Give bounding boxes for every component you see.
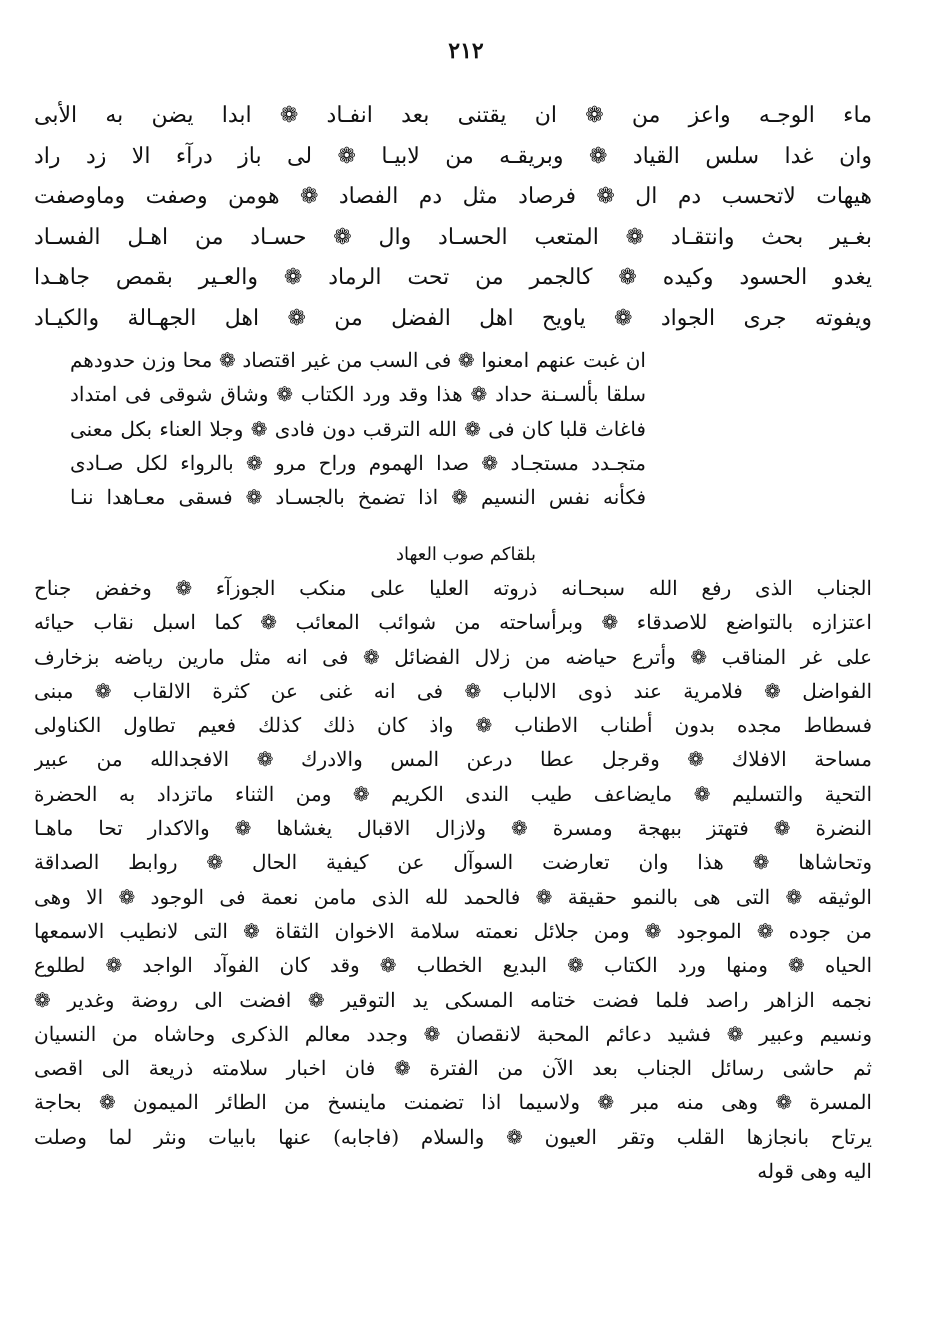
prose-line: وتحاشاها ❁ هذا وان تعارضت السوآل عن كيفية الحال ❁ روابط الصداقة	[34, 850, 872, 875]
poem-block	[70, 343, 646, 514]
verse-line: بغـير بحث وانتقـاد ❁ المتعب الحسـاد وال ❁ حسـاد من اهـل الفسـاد	[34, 224, 872, 250]
prose-line: الوثيقه ❁ التى هى بالنمو حقيقة ❁ فالحمد لله الذى مامن نعمة فى الوجود ❁ الا وهى	[34, 884, 872, 909]
prose-line: من جوده ❁ الموجود ❁ ومن جلائل نعمته سلامة الاخوان الثقاة ❁ التى لانطيب الاسمعها	[34, 918, 872, 943]
poem-line: سلقا بألسـنة حداد ❁ هذا وقد ورد الكتاب ❁ وشاق شوقى فى امتداد	[70, 382, 646, 407]
poem-line: فكأنه نفس النسيم ❁ اذا تضمخ بالجسـاد ❁ فسقى معـاهدا ننـا	[70, 485, 646, 510]
page-number: ٢١٢	[448, 38, 484, 64]
poem-line: ان غبت عنهم امعنوا ❁ فى السب من غير اقتصاد ❁ محا وزن حدودهم	[70, 348, 646, 372]
prose-line: الفواضل ❁ فلامرية عند ذوى الالباب ❁ فى انه غنى عن كثرة الالقاب ❁ مبنى	[34, 678, 872, 703]
poem-line: فاغاث قلبا كان فى ❁ الله الترقب دون فادى ❁ وجلا العناء بكل معنى	[70, 416, 646, 441]
verse-line: ماء الوجـه واعز من ❁ ان يقتنى بعد انفـاد ❁ ابدا يضن به الأبى	[34, 103, 872, 128]
prose-line: فسطاط مجده بدون أطناب الاطناب ❁ واذ كان ذلك كذلك فعيم تطاول الكناولى	[34, 713, 872, 738]
verse-line: يغدو الحسود وكيده ❁ كالجمر من تحت الرماد ❁ والعـير بقمص جاهـدا	[34, 265, 872, 291]
verse-block	[34, 96, 872, 340]
prose-line: يرتاح بانجازها القلب وتقر العيون ❁ والسلام (فاجابه) عنها بابيات ونثر لما وصلت	[34, 1124, 872, 1149]
poem-line: متجـدد مستجـاد ❁ صدا الهموم وراح مرو ❁ بالرواء لكل صـادى	[70, 450, 646, 475]
poem-closing-line: بلقاكم صوب العهاد	[395, 544, 537, 565]
prose-line: الحياه ❁ ومنها ورد الكتاب ❁ البديع الخطاب ❁ وقد كان الفوآد الواجد ❁ لطلوع	[34, 953, 872, 978]
prose-line: ثم حاشى رسائل الجناب بعد الآن من الفترة ❁ فان اخبار سلامته ذريعة الى اقصى	[34, 1056, 872, 1081]
prose-line: نجمه الزاهر راصد فلما فضت ختامه المسكى يد التوقير ❁ افضت الى روضة وغدير ❁	[34, 987, 872, 1012]
verse-line: ويفوته جرى الجواد ❁ ياويح اهل الفضل من ❁ اهل الجهـالة والكيـاد	[34, 305, 872, 331]
prose-line: النضرة ❁ فتهتز ببهجة ومسرة ❁ ولازال الاقبال يغشاها ❁ والاكدار تحا ماهـا	[34, 816, 872, 841]
prose-line: اعتزازه بالتواضع للاصدقاء ❁ وبرأساحته من شوائب المعائب ❁ كما اسبل نقاب حيائه	[34, 610, 872, 635]
verse-line: وان غدا سلس القياد ❁ وبريقـه من لابيـا ❁ لى باز درآء الا زد راد	[34, 143, 872, 169]
verse-line: هيهات لاتحسب دم ال ❁ فرصاد مثل دم الفصاد ❁ هومن وصفت وماوصفت	[34, 184, 872, 210]
prose-line: التحية والتسليم ❁ مايضاعف طيب الندى الكريم ❁ ومن الثناء ماتزداد به الحضرة	[34, 781, 872, 806]
prose-line: اليه وهى قوله	[757, 1159, 872, 1184]
prose-line: المسرة ❁ وهى منه مبر ❁ ولاسيما اذا تضمنت ماينسخ من الطائر الميمون ❁ بحاجة	[34, 1090, 872, 1115]
prose-block	[34, 571, 872, 1188]
prose-line: مساحة الافلاك ❁ وقرجل عطا درعن المس والادرك ❁ الافجدالله من عبير	[34, 747, 872, 772]
prose-line: على غر المناقب ❁ وأترع حياضه من زلال الفضائل ❁ فى انه مثل مارين رياضه بزخارف	[34, 644, 872, 669]
prose-line: الجناب الذى رفع الله سبحـانه ذروته العليا على منكب الجوزآء ❁ وخفض جناح	[34, 576, 872, 600]
prose-line: ونسيم وعبير ❁ فشيد دعائم المحبة لانقصان ❁ وجدد معالم الذكرى وحاشاه من النسيان	[34, 1021, 872, 1046]
